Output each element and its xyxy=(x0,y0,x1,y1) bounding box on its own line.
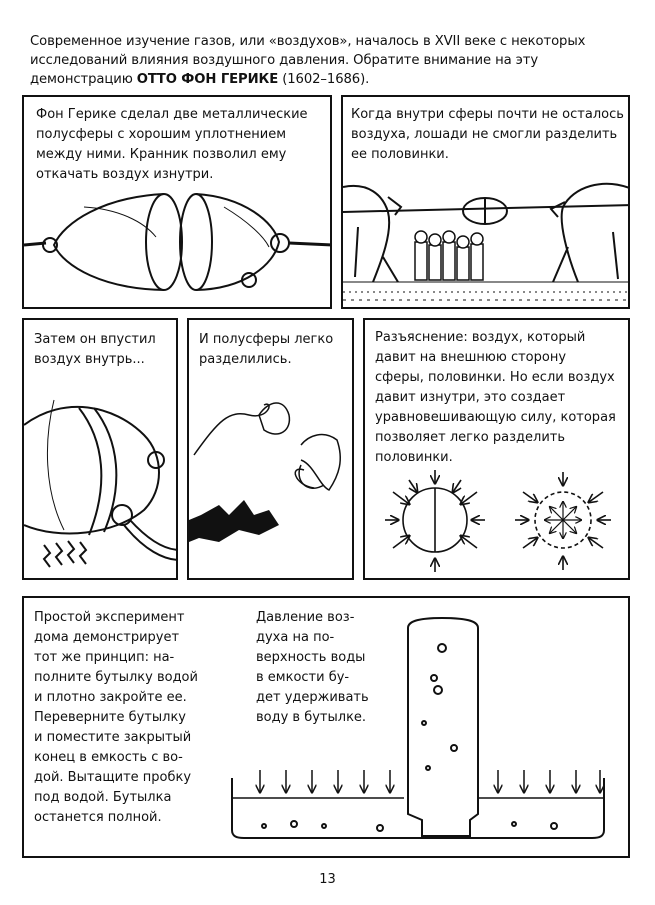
intro-years: (1602–1686). xyxy=(278,72,370,87)
panel-2-caption: Когда внутри сферы почти не осталось воздуха, лошади не смогли разделить ее половинки. xyxy=(351,107,624,162)
panel-3-caption: Затем он впустил воздух внутрь... xyxy=(34,332,156,367)
horses-illustration xyxy=(343,97,630,309)
panel-5-caption: Разъяснение: воздух, который давит на внешнюю сторону сферы, половинки. Но если воздух давит изнутри, это создает уравновешивающую силу, которая позволяет легко разделить половинки. xyxy=(375,330,616,465)
panel-bottle-experiment xyxy=(22,596,630,858)
intro-name: ОТТО ФОН ГЕРИКЕ xyxy=(136,72,279,87)
panel-hemispheres xyxy=(22,95,332,309)
intro-text: Современное изучение газов, или «воздухов», началось в XVII веке с некоторых исследований влияния воздушного давления. Обратите внимание на эту демонстрацию xyxy=(30,34,586,87)
panel-6-caption-right: Давление воз- духа на по- верхность воды в емкости бу- дет удерживать воду в бутылке. xyxy=(256,610,369,725)
panel-6-caption-left: Простой эксперимент дома демонстрирует тот же принцип: на- полните бутылку водой и плотно закройте ее. Переверните бутылку и поместите закрытый конец в емкость с во- дой. Вытащите пробку под водой. Бутылка останется полной. xyxy=(34,610,198,825)
panel-separated xyxy=(187,318,354,580)
panel-air-in xyxy=(22,318,178,580)
panel-4-caption: И полусферы легко разделились. xyxy=(199,332,334,367)
page-number: 13 xyxy=(319,872,336,887)
separated-illustration xyxy=(189,320,354,580)
bottle-illustration xyxy=(24,598,630,858)
panel-1-caption: Фон Герике сделал две металлические полусферы с хорошим уплотнением между ними. Кранник позволил ему откачать воздух изнутри. xyxy=(36,107,308,182)
air-in-illustration xyxy=(24,320,178,580)
panel-horses xyxy=(341,95,630,309)
hemispheres-illustration xyxy=(24,97,332,309)
pressure-diagram xyxy=(365,320,630,580)
intro-paragraph xyxy=(30,32,630,89)
panel-explanation xyxy=(363,318,630,580)
